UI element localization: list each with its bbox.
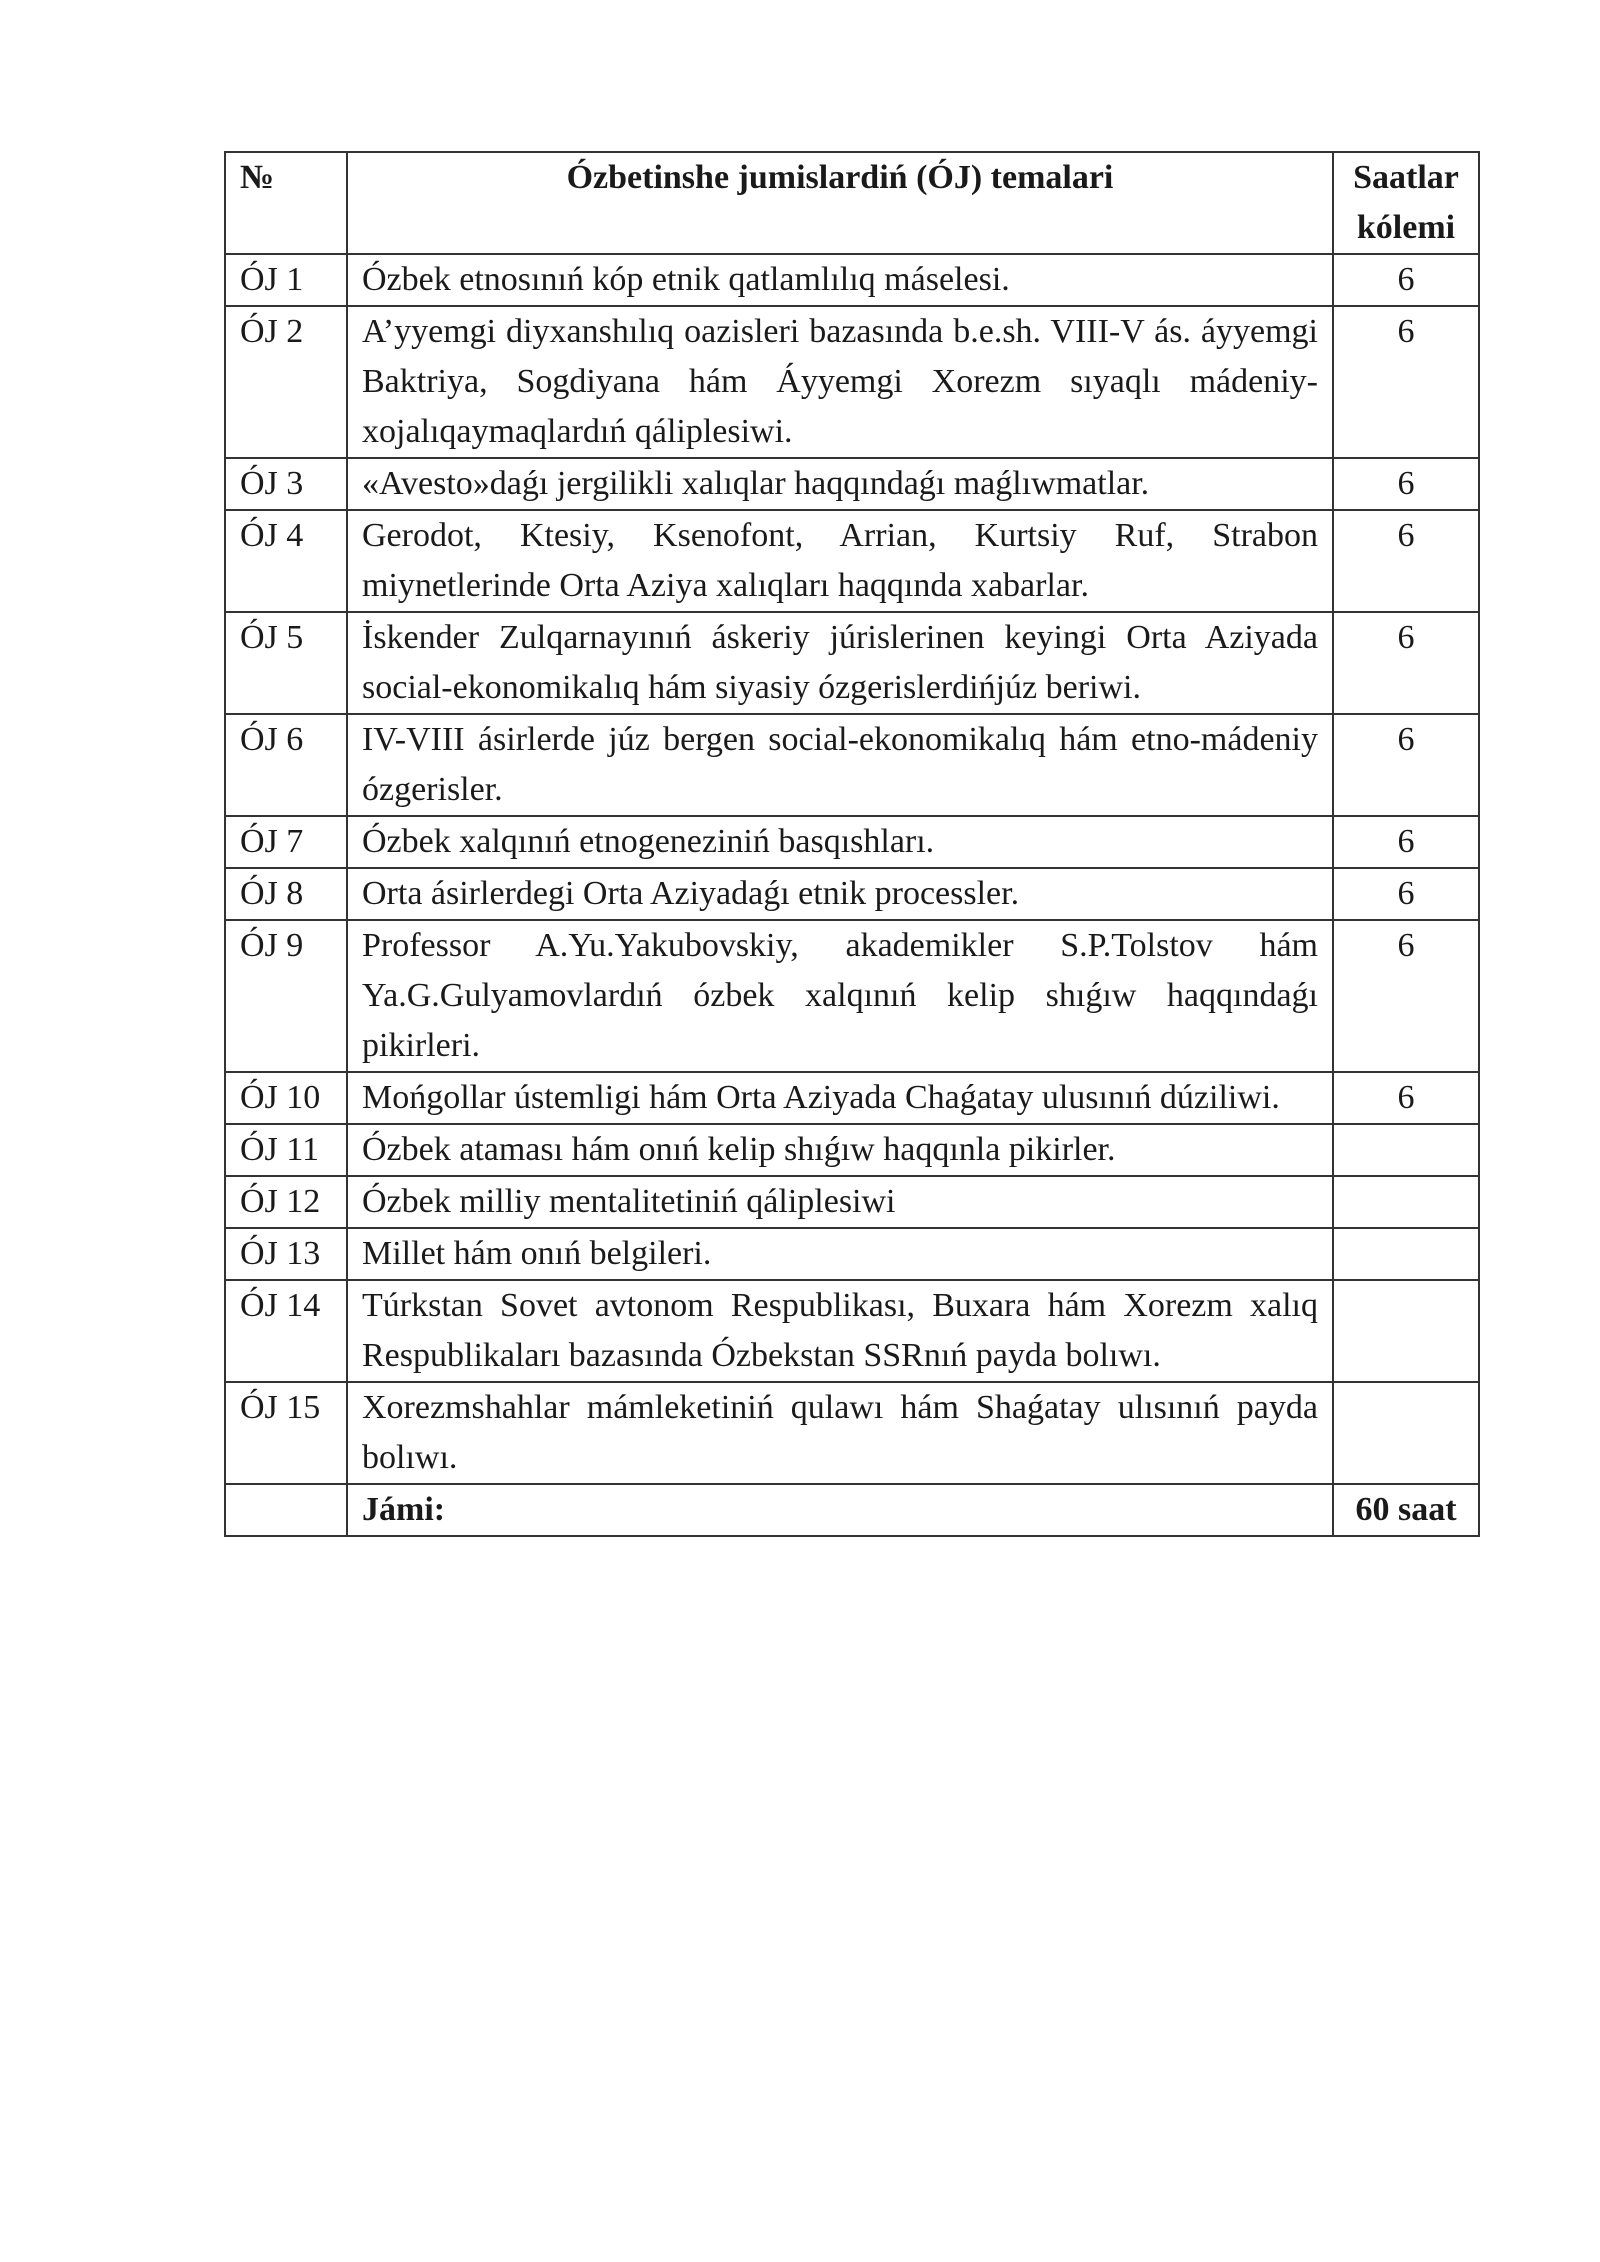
row-hours xyxy=(1333,1280,1479,1382)
row-topic: Mońgollar ústemligi hám Orta Aziyada Chaǵatay ulusınıń dúziliwi. xyxy=(347,1072,1333,1124)
row-number: ÓJ 12 xyxy=(225,1176,347,1228)
row-hours: 6 xyxy=(1333,254,1479,306)
row-hours: 6 xyxy=(1333,510,1479,612)
table-row xyxy=(225,306,1479,458)
table-row xyxy=(225,1124,1479,1176)
row-number: ÓJ 8 xyxy=(225,868,347,920)
row-hours: 6 xyxy=(1333,920,1479,1072)
row-topic: Túrkstan Sovet avtonom Respublikası, Buxara hám Xorezm xalıq Respublikaları bazasında Ózbekstan SSRnıń payda bolıwı. xyxy=(347,1280,1333,1382)
row-hours xyxy=(1333,1228,1479,1280)
table-row xyxy=(225,510,1479,612)
row-topic: A’yyemgi diyxanshılıq oazisleri bazasında b.e.sh. VIII-V ás. áyyemgi Baktriya, Sogdiyana hám Áyyemgi Xorezm sıyaqlı mádeniy-xojalıqaymaqlardıń qáliplesiwi. xyxy=(347,306,1333,458)
row-hours: 6 xyxy=(1333,306,1479,458)
row-topic: Ózbek ataması hám onıń kelip shıǵıw haqqınla pikirler. xyxy=(347,1124,1333,1176)
table-row xyxy=(225,920,1479,1072)
table-row xyxy=(225,816,1479,868)
table-total-row xyxy=(225,1484,1479,1536)
table-row xyxy=(225,254,1479,306)
row-number: ÓJ 3 xyxy=(225,458,347,510)
table-row xyxy=(225,714,1479,816)
row-hours xyxy=(1333,1176,1479,1228)
row-hours: 6 xyxy=(1333,714,1479,816)
table-row xyxy=(225,612,1479,714)
row-number: ÓJ 2 xyxy=(225,306,347,458)
table-row xyxy=(225,868,1479,920)
row-hours xyxy=(1333,1124,1479,1176)
table-header-row xyxy=(225,152,1479,254)
header-hours-line2: kólemi xyxy=(1356,209,1456,246)
row-number: ÓJ 6 xyxy=(225,714,347,816)
header-topic: Ózbetinshe jumislardiń (ÓJ) temalari xyxy=(347,152,1333,254)
table-row xyxy=(225,1280,1479,1382)
row-hours: 6 xyxy=(1333,458,1479,510)
row-number: ÓJ 5 xyxy=(225,612,347,714)
total-label: Jámi: xyxy=(347,1484,1333,1536)
independent-work-topics-table xyxy=(224,151,1480,1537)
row-hours: 6 xyxy=(1333,868,1479,920)
row-topic: İskender Zulqarnayınıń áskeriy júrislerinen keyingi Orta Aziyada social-ekonomikalıq hám siyasiy ózgerislerdińjúz beriwi. xyxy=(347,612,1333,714)
row-number: ÓJ 14 xyxy=(225,1280,347,1382)
table-row xyxy=(225,1382,1479,1484)
row-number: ÓJ 7 xyxy=(225,816,347,868)
row-number: ÓJ 4 xyxy=(225,510,347,612)
row-topic: Ózbek etnosınıń kóp etnik qatlamlılıq máselesi. xyxy=(347,254,1333,306)
row-hours: 6 xyxy=(1333,816,1479,868)
row-hours: 6 xyxy=(1333,612,1479,714)
row-topic: Orta ásirlerdegi Orta Aziyadaǵı etnik processler. xyxy=(347,868,1333,920)
table-row xyxy=(225,1228,1479,1280)
row-number: ÓJ 15 xyxy=(225,1382,347,1484)
row-number: ÓJ 1 xyxy=(225,254,347,306)
table-row xyxy=(225,1176,1479,1228)
row-topic: Ózbek milliy mentalitetiniń qáliplesiwi xyxy=(347,1176,1333,1228)
row-number: ÓJ 9 xyxy=(225,920,347,1072)
row-topic: Professor A.Yu.Yakubovskiy, akademikler S.P.Tolstov hám Ya.G.Gulyamovlardıń ózbek xalqınıń kelip shıǵıw haqqındaǵı pikirleri. xyxy=(347,920,1333,1072)
total-empty-cell xyxy=(225,1484,347,1536)
header-number: № xyxy=(225,152,347,254)
total-hours: 60 saat xyxy=(1333,1484,1479,1536)
table-row xyxy=(225,458,1479,510)
row-topic: «Avesto»daǵı jergilikli xalıqlar haqqındaǵı maǵlıwmatlar. xyxy=(347,458,1333,510)
row-number: ÓJ 10 xyxy=(225,1072,347,1124)
header-hours xyxy=(1333,152,1479,254)
row-number: ÓJ 13 xyxy=(225,1228,347,1280)
row-topic: Xorezmshahlar mámleketiniń qulawı hám Shaǵatay ulısınıń payda bolıwı. xyxy=(347,1382,1333,1484)
row-topic: Gerodot, Ktesiy, Ksenofont, Arrian, Kurtsiy Ruf, Strabon miynetlerinde Orta Aziya xalıqları haqqında xabarlar. xyxy=(347,510,1333,612)
row-topic: Millet hám onıń belgileri. xyxy=(347,1228,1333,1280)
row-topic: IV-VIII ásirlerde júz bergen social-ekonomikalıq hám etno-mádeniy ózgerisler. xyxy=(347,714,1333,816)
header-hours-line1: Saatlar xyxy=(1353,159,1459,196)
table-row xyxy=(225,1072,1479,1124)
row-hours: 6 xyxy=(1333,1072,1479,1124)
row-topic: Ózbek xalqınıń etnogeneziniń basqıshları. xyxy=(347,816,1333,868)
row-number: ÓJ 11 xyxy=(225,1124,347,1176)
row-hours xyxy=(1333,1382,1479,1484)
